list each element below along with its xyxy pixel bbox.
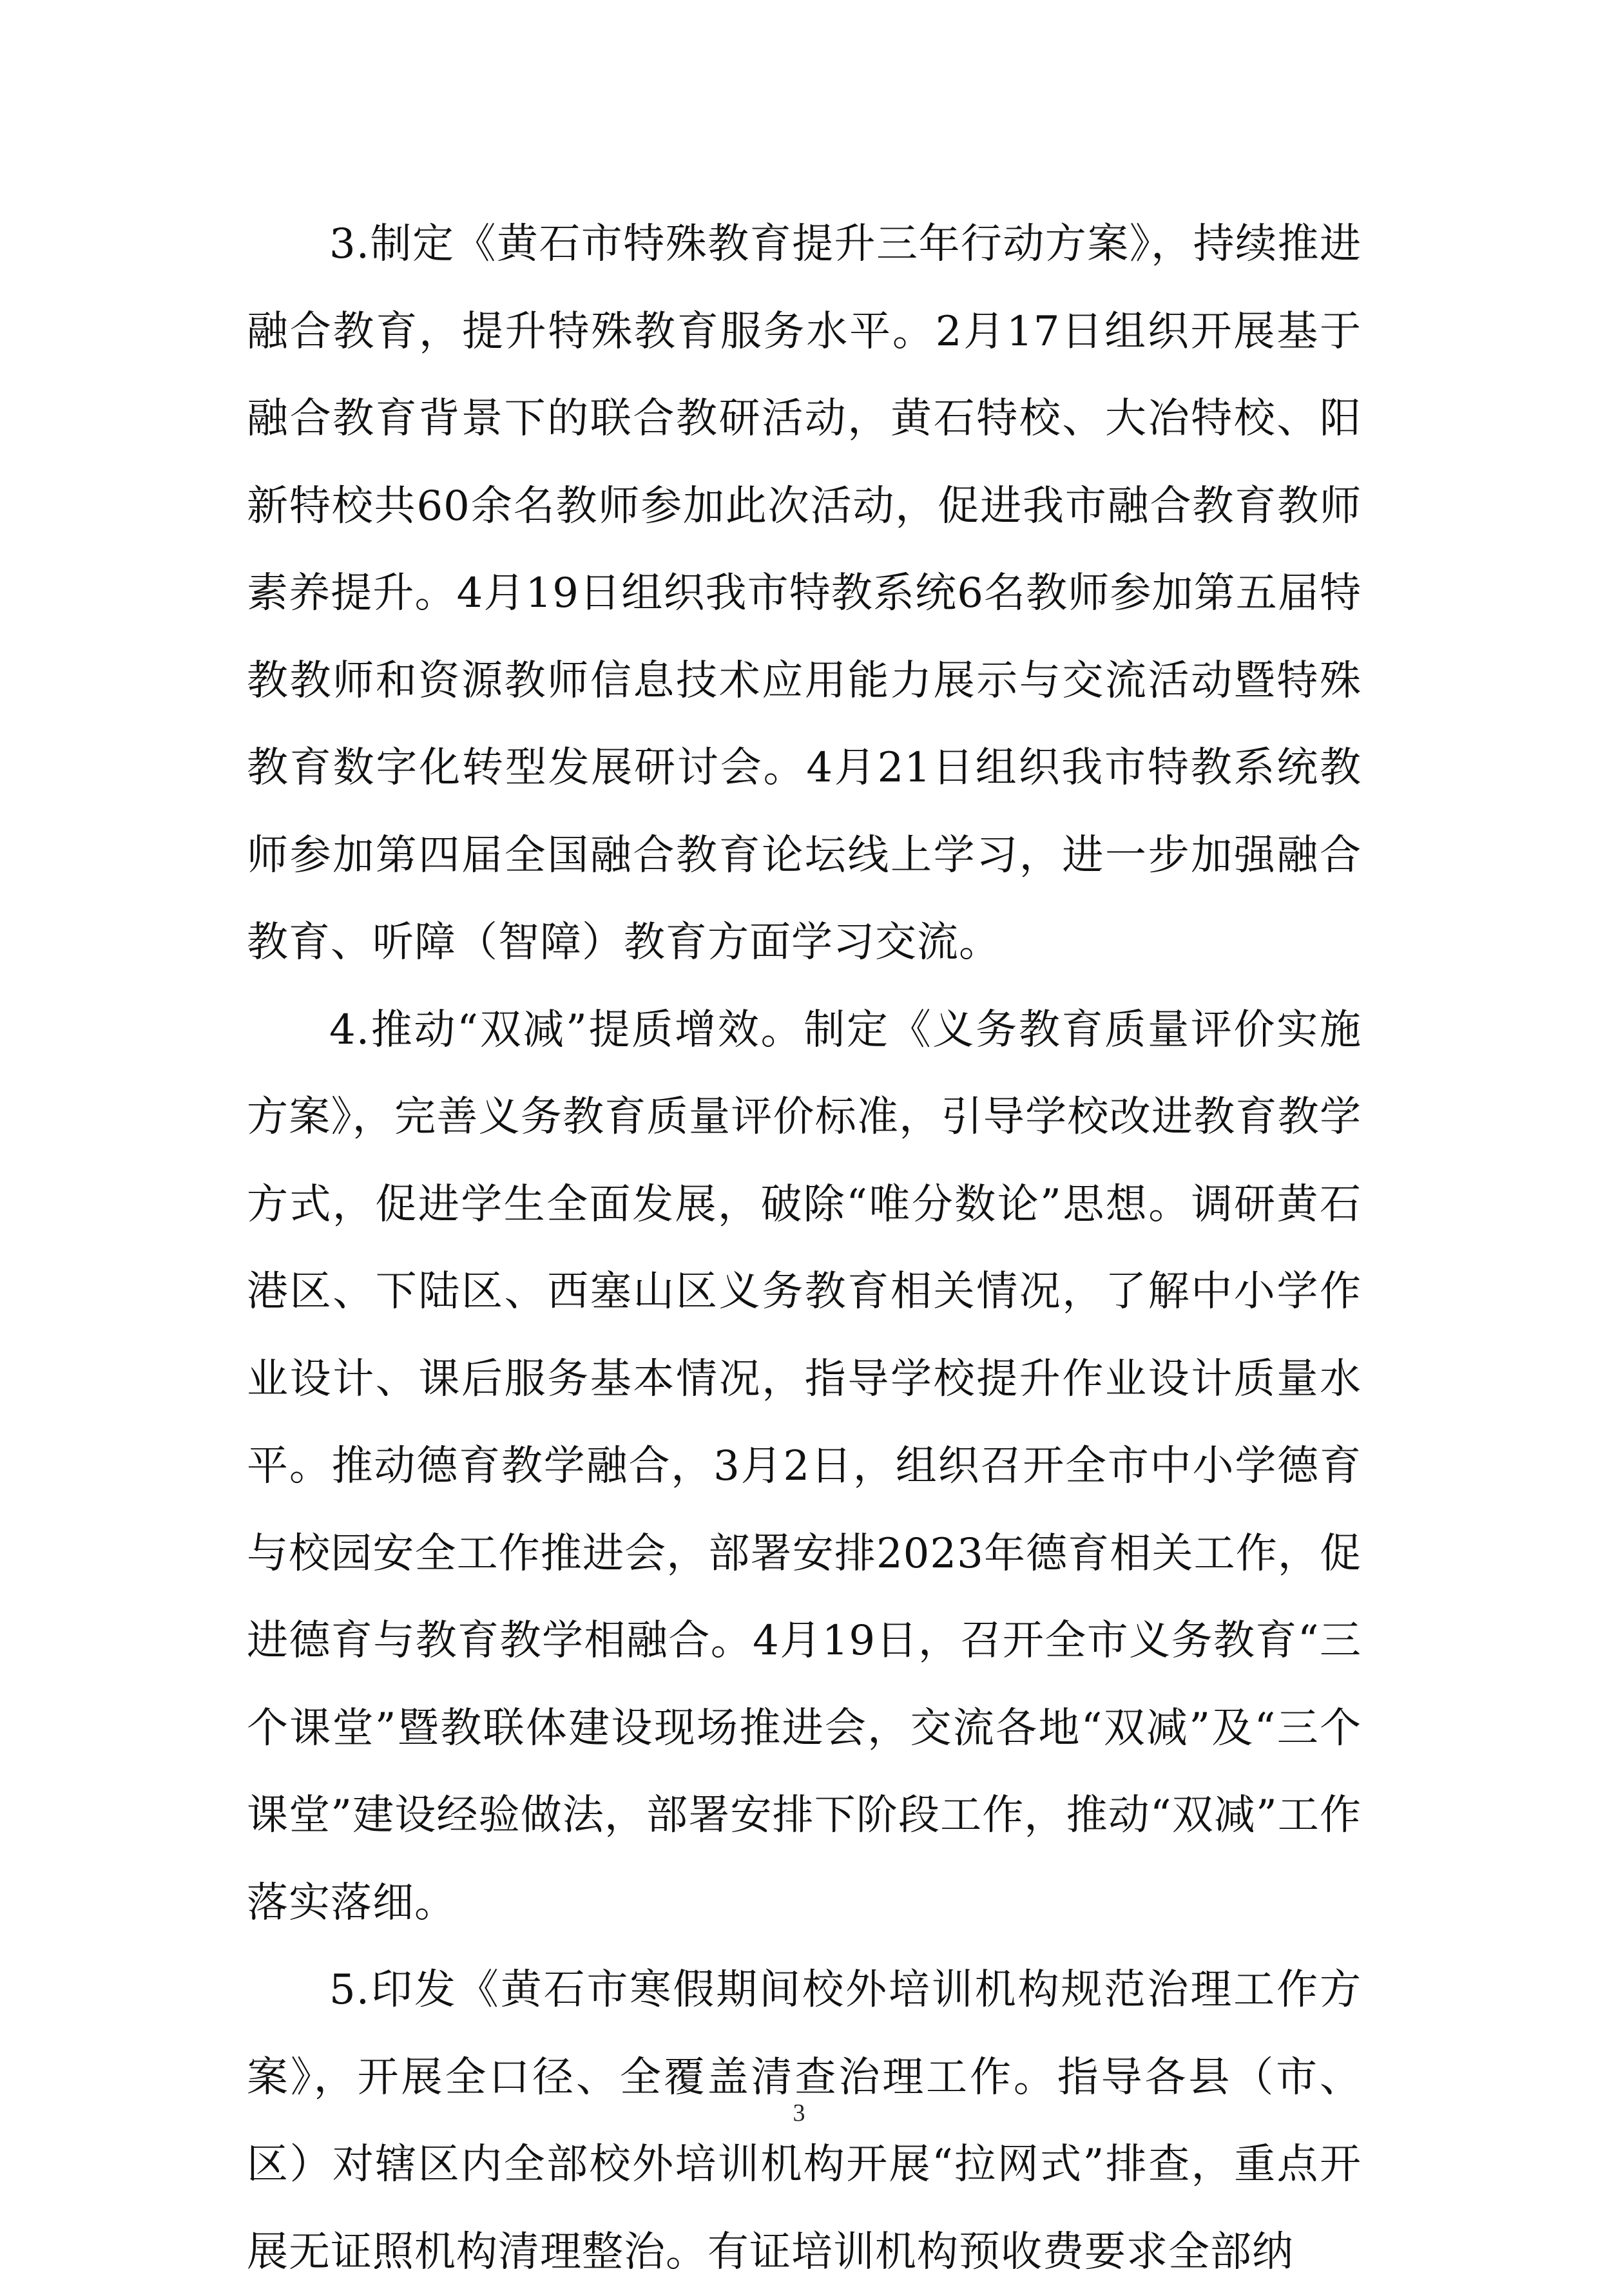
paragraph-off-campus-training: 5.印发《黄石市寒假期间校外培训机构规范治理工作方案》，开展全口径、全覆盖清查治理工作。指导各县（市、区）对辖区内全部校外培训机构开展“拉网式”排查，重点开展无证照机构清理整治。有证培训机构预收费要求全部纳 (247, 1966, 1362, 2276)
page-number: 3 (793, 2100, 805, 2127)
paragraph-double-reduction: 4.推动“双减”提质增效。制定《义务教育质量评价实施方案》，完善义务教育质量评价标准，引导学校改进教育教学方式，促进学生全面发展，破除“唯分数论”思想。调研黄石港区、下陆区、西塞山区义务教育相关情况，了解中小学作业设计、课后服务基本情况，指导学校提升作业设计质量水平。推动德育教学融合，3月2日，组织召开全市中小学德育与校园安全工作推进会，部署安排2023年德育相关工作，促进德育与教育教学相融合。4月19日，召开全市义务教育“三个课堂”暨教联体建设现场推进会，交流各地“双减”及“三个课堂”建设经验做法，部署安排下阶段工作，推动“双减”工作落实落细。 (247, 1006, 1362, 1927)
paragraph-special-education: 3.制定《黄石市特殊教育提升三年行动方案》，持续推进融合教育，提升特殊教育服务水平。2月17日组织开展基于融合教育背景下的联合教研活动，黄石特校、大冶特校、阳新特校共60余名教师参加此次活动，促进我市融合教育教师素养提升。4月19日组织我市特教系统6名教师参加第五届特教教师和资源教师信息技术应用能力展示与交流活动暨特殊教育数字化转型发展研讨会。4月21日组织我市特教系统教师参加第四届全国融合教育论坛线上学习，进一步加强融合教育、听障（智障）教育方面学习交流。 (247, 220, 1362, 966)
body-text (247, 201, 1362, 2296)
